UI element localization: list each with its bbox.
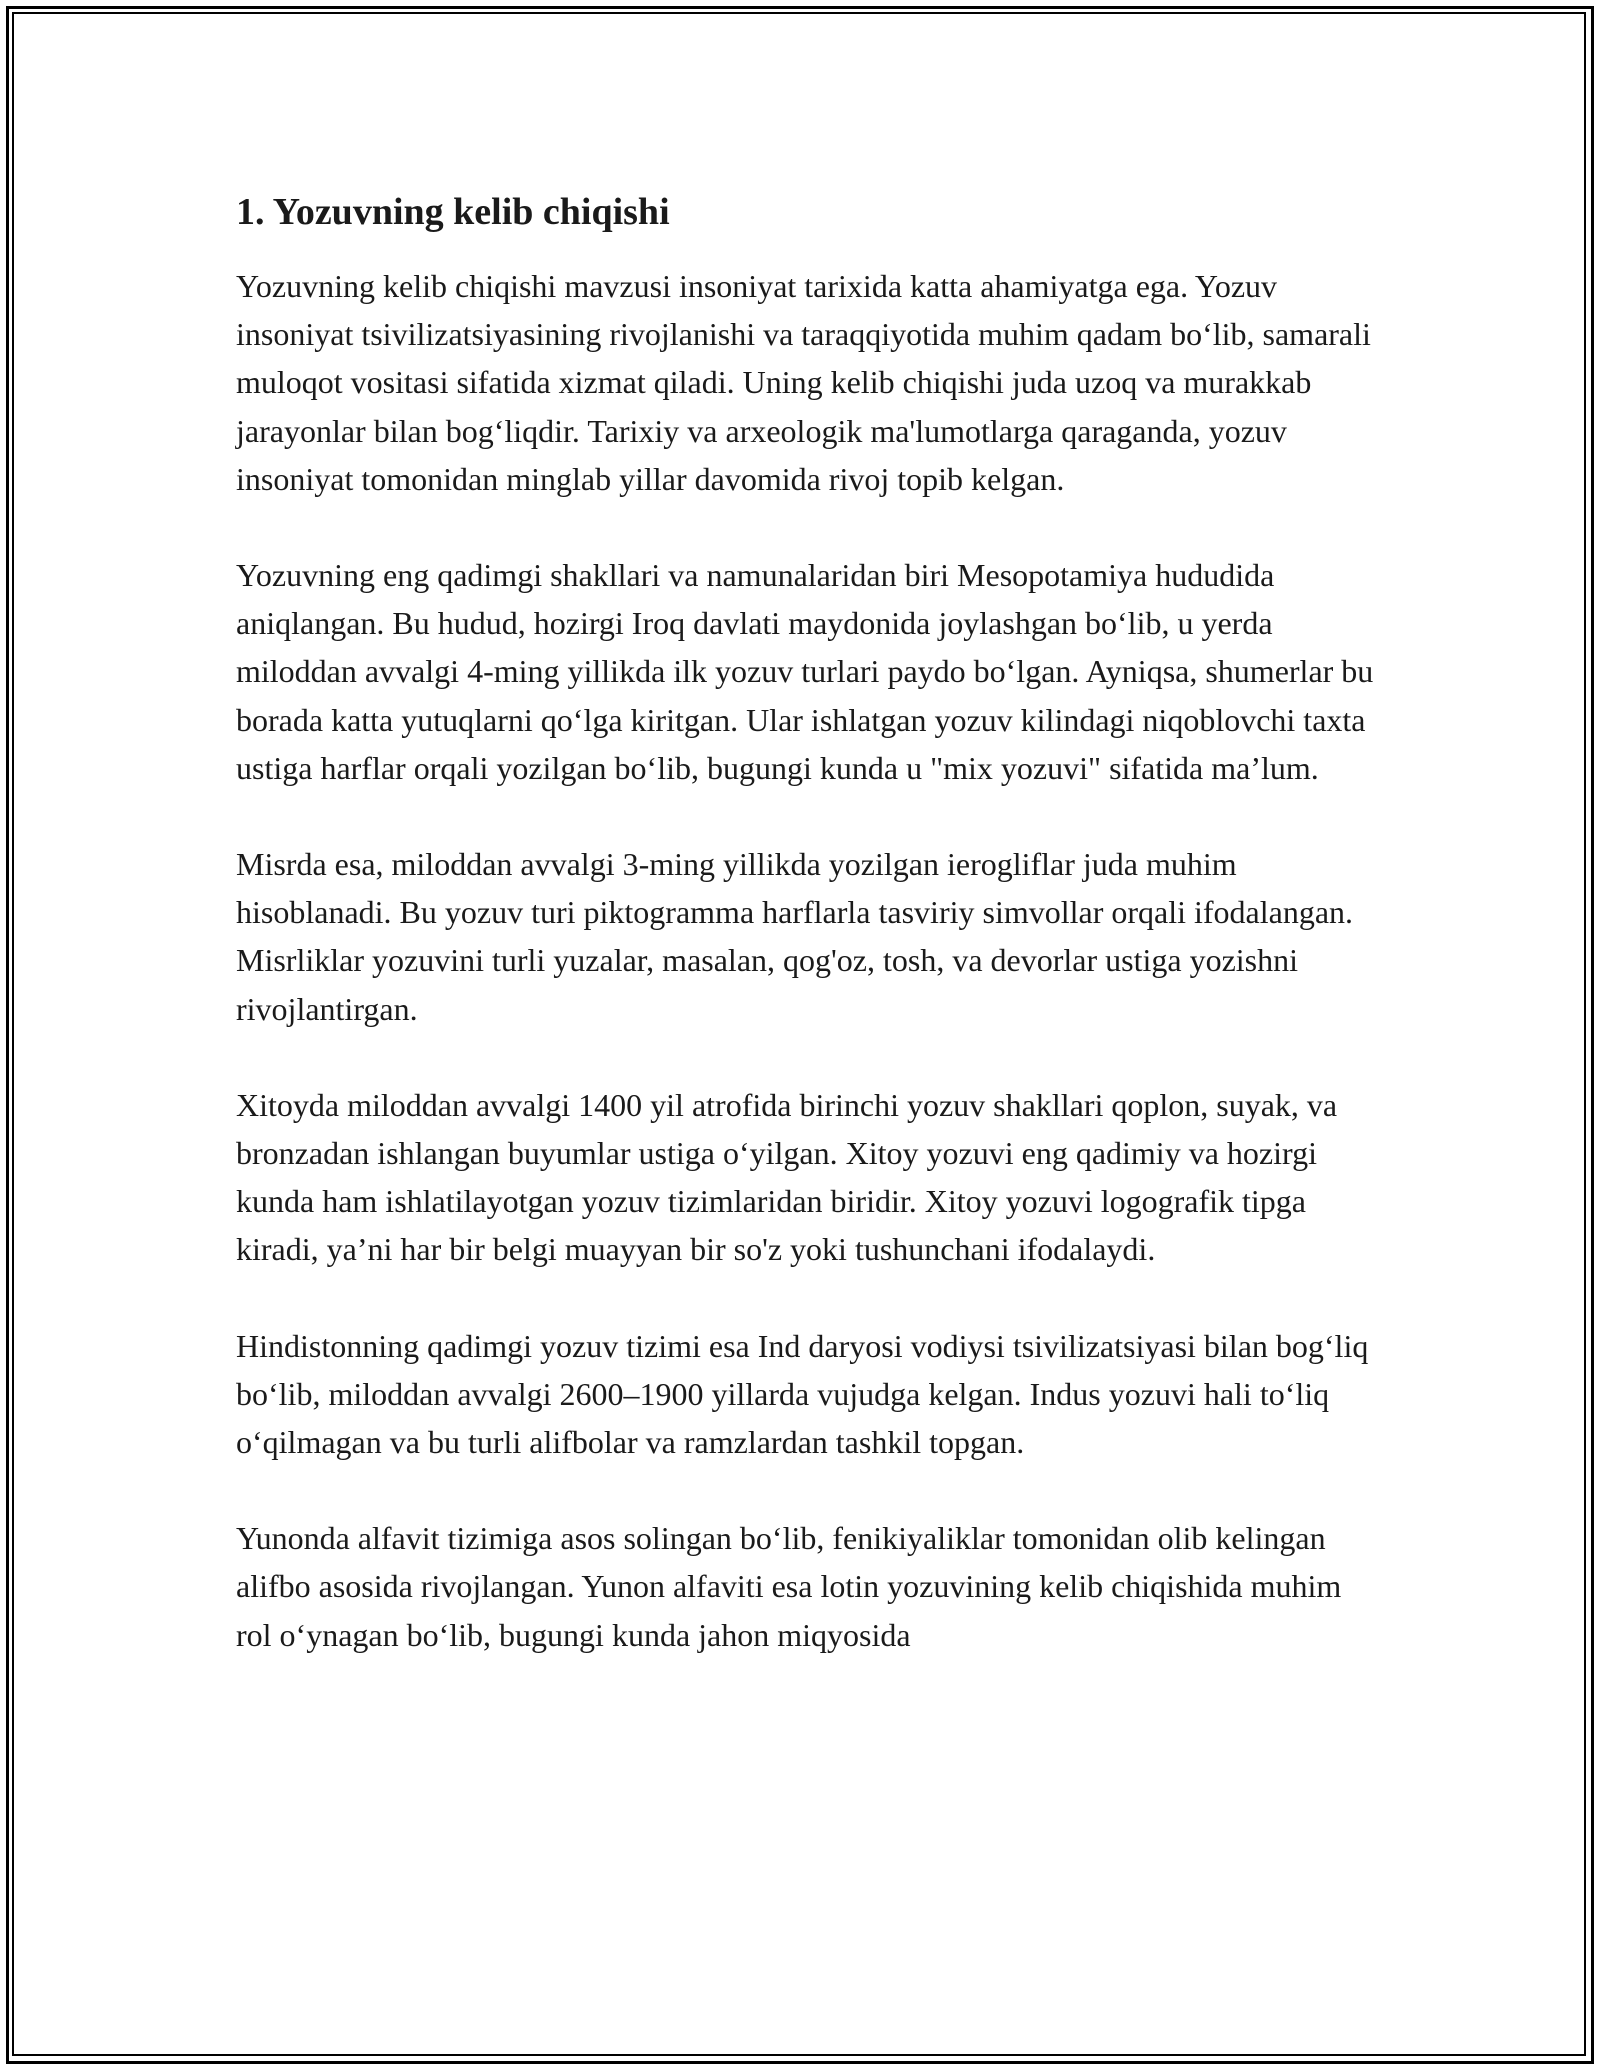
paragraph-4: Xitoyda miloddan avvalgi 1400 yil atrofida birinchi yozuv shakllari qoplon, suyak, va bronzadan ishlangan buyumlar ustiga o‘yilgan. Xitoy yozuvi eng qadimiy va hozirgi kunda ham ishlatilayotgan yozuv tizimlaridan biridir. Xitoy yozuvi logografik tipga kiradi, ya’ni har bir belgi muayyan bir so'z yoki tushunchani ifodalaydi. — [236, 1086, 1338, 1268]
paragraph-5: Hindistonning qadimgi yozuv tizimi esa Ind daryosi vodiysi tsivilizatsiyasi bilan bog‘liq bo‘lib, miloddan avvalgi 2600–1900 yillarda vujudga kelgan. Indus yozuvi hali to‘liq o‘qilmagan va bu turli alifbolar va ramzlardan tashkil topgan. — [236, 1327, 1369, 1461]
paragraph-2: Yozuvning eng qadimgi shakllari va namunalaridan biri Mesopotamiya hududida aniqlangan. Bu hudud, hozirgi Iroq davlati maydonida joylashgan bo‘lib, u yerda miloddan avvalgi 4-ming yillikda ilk yozuv turlari paydo bo‘lgan. Ayniqsa, shumerlar bu borada katta yutuqlarni qo‘lga kiritgan. Ular ishlatgan yozuv kilindagi niqoblovchi taxta ustiga harflar orqali yozilgan bo‘lib, bugungi kunda u "mix yozuvi" sifatida ma’lum. — [236, 557, 1374, 786]
section-title: 1. Yozuvning kelib chiqishi — [236, 191, 670, 233]
document-body — [236, 188, 1376, 1707]
paragraph-1: Yozuvning kelib chiqishi mavzusi insoniyat tarixida katta ahamiyatga ega. Yozuv insoniyat tsivilizatsiyasining rivojlanishi va taraqqiyotida muhim qadam bo‘lib, samarali muloqot vositasi sifatida xizmat qiladi. Uning kelib chiqishi juda uzoq va murakkab jarayonlar bilan bog‘liqdir. Tarixiy va arxeologik ma'lumotlarga qaraganda, yozuv insoniyat tomonidan minglab yillar davomida rivoj topib kelgan. — [236, 268, 1371, 497]
paragraph-3: Misrda esa, miloddan avvalgi 3-ming yillikda yozilgan ierogliflar juda muhim hisoblanadi. Bu yozuv turi piktogramma harflarla tasviriy simvollar orqali ifodalangan. Misrliklar yozuvini turli yuzalar, masalan, qog'oz, tosh, va devorlar ustiga yozishni rivojlantirgan. — [236, 846, 1354, 1027]
paragraph-6: Yunonda alfavit tizimiga asos solingan bo‘lib, fenikiyaliklar tomonidan olib kelingan alifbo asosida rivojlangan. Yunon alfaviti esa lotin yozuvining kelib chiqishida muhim rol o‘ynagan bo‘lib, bugungi kunda jahon miqyosida — [236, 1520, 1342, 1653]
